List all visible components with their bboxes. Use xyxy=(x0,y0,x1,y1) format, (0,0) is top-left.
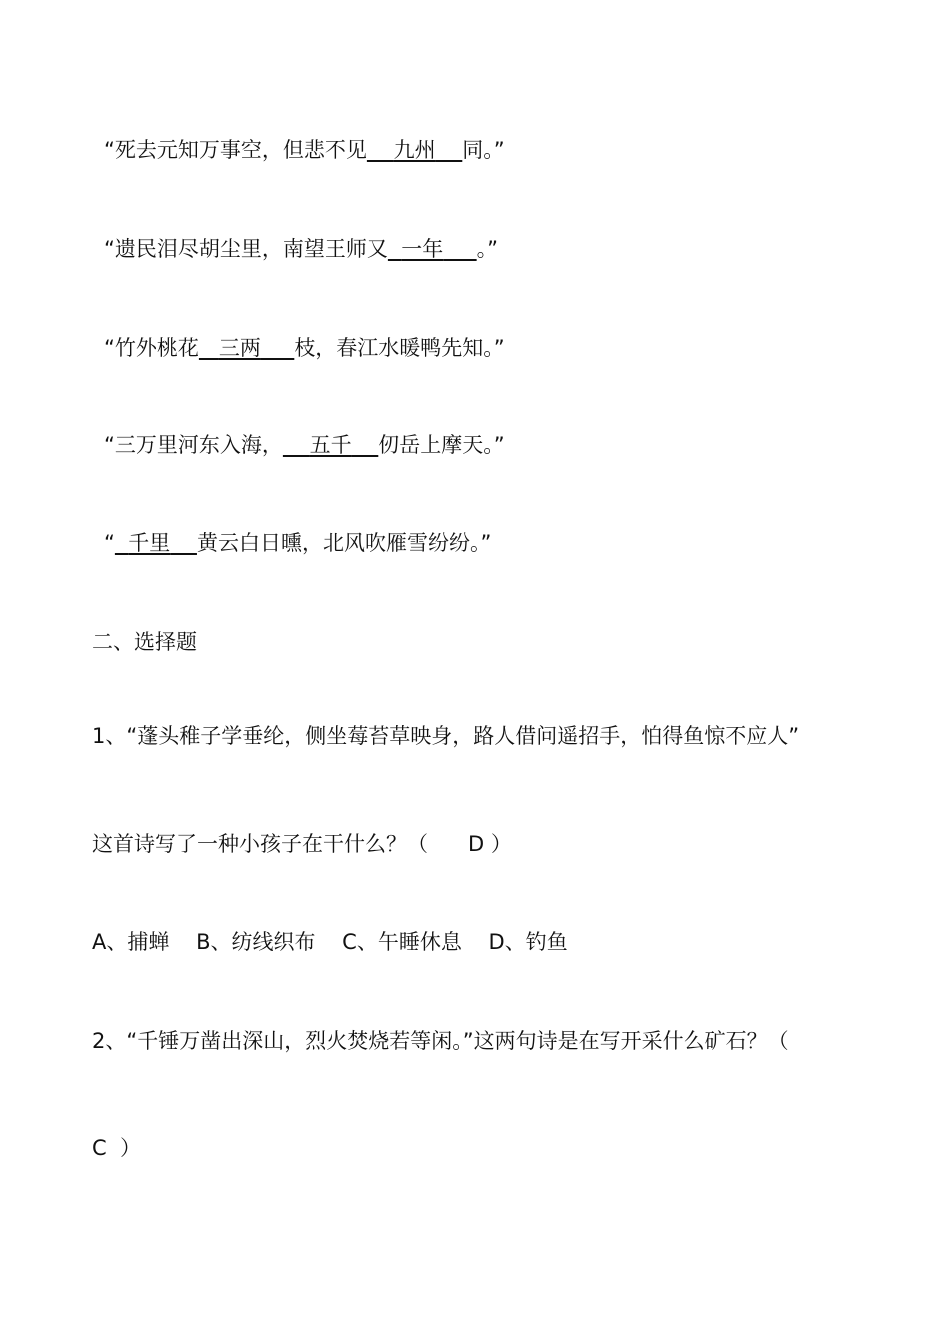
section-title xyxy=(92,627,197,657)
answer-blank xyxy=(115,531,197,555)
question-2-line-1 xyxy=(92,1026,789,1056)
poem-text-after: 。” xyxy=(476,237,499,261)
question-1-line-2 xyxy=(92,829,512,859)
answer-blank xyxy=(388,237,477,261)
question-1-text: 1、“蓬头稚子学垂纶，侧坐莓苔草映身，路人借问遥招手，怕得鱼惊不应人” xyxy=(92,724,800,748)
poem-line-1 xyxy=(104,135,505,165)
question-1-line-1 xyxy=(92,721,799,751)
answer-text: 五千 xyxy=(309,433,352,457)
poem-text-before: “竹外桃花 xyxy=(104,336,199,360)
answer-text: 一年 xyxy=(401,237,444,261)
question-1-prompt: 这首诗写了一种小孩子在干什么？（ D ） xyxy=(92,832,512,856)
poem-line-2 xyxy=(104,234,498,264)
answer-text: 九州 xyxy=(393,138,436,162)
poem-line-5 xyxy=(104,528,491,558)
question-1-options xyxy=(92,927,568,957)
question-2-line-2 xyxy=(92,1133,141,1163)
poem-line-3 xyxy=(104,333,505,363)
answer-blank xyxy=(199,336,294,360)
poem-line-4 xyxy=(104,430,505,460)
answer-blank xyxy=(367,138,462,162)
poem-text-after: 枝，春江水暖鸭先知。” xyxy=(294,336,505,360)
poem-text-before: “三万里河东入海， xyxy=(104,433,283,457)
answer-text: 三两 xyxy=(218,336,261,360)
poem-text-after: 仞岳上摩天。” xyxy=(378,433,505,457)
poem-text-before: “遗民泪尽胡尘里，南望王师又 xyxy=(104,237,388,261)
question-2-answer: C ） xyxy=(92,1136,142,1160)
question-1-options-text: A、捕蝉 B、纺线织布 C、午睡休息 D、钓鱼 xyxy=(92,930,568,954)
poem-text-before: “死去元知万事空，但悲不见 xyxy=(104,138,367,162)
poem-text-after: 黄云白日曛，北风吹雁雪纷纷。” xyxy=(196,531,492,555)
poem-text-before: “ xyxy=(104,531,115,555)
answer-text: 千里 xyxy=(128,531,171,555)
answer-blank xyxy=(283,433,378,457)
question-2-text: 2、“千锤万凿出深山，烈火焚烧若等闲。”这两句诗是在写开采什么矿石？（ xyxy=(92,1029,789,1053)
poem-text-after: 同。” xyxy=(462,138,505,162)
section-title-text: 二、选择题 xyxy=(92,630,197,654)
